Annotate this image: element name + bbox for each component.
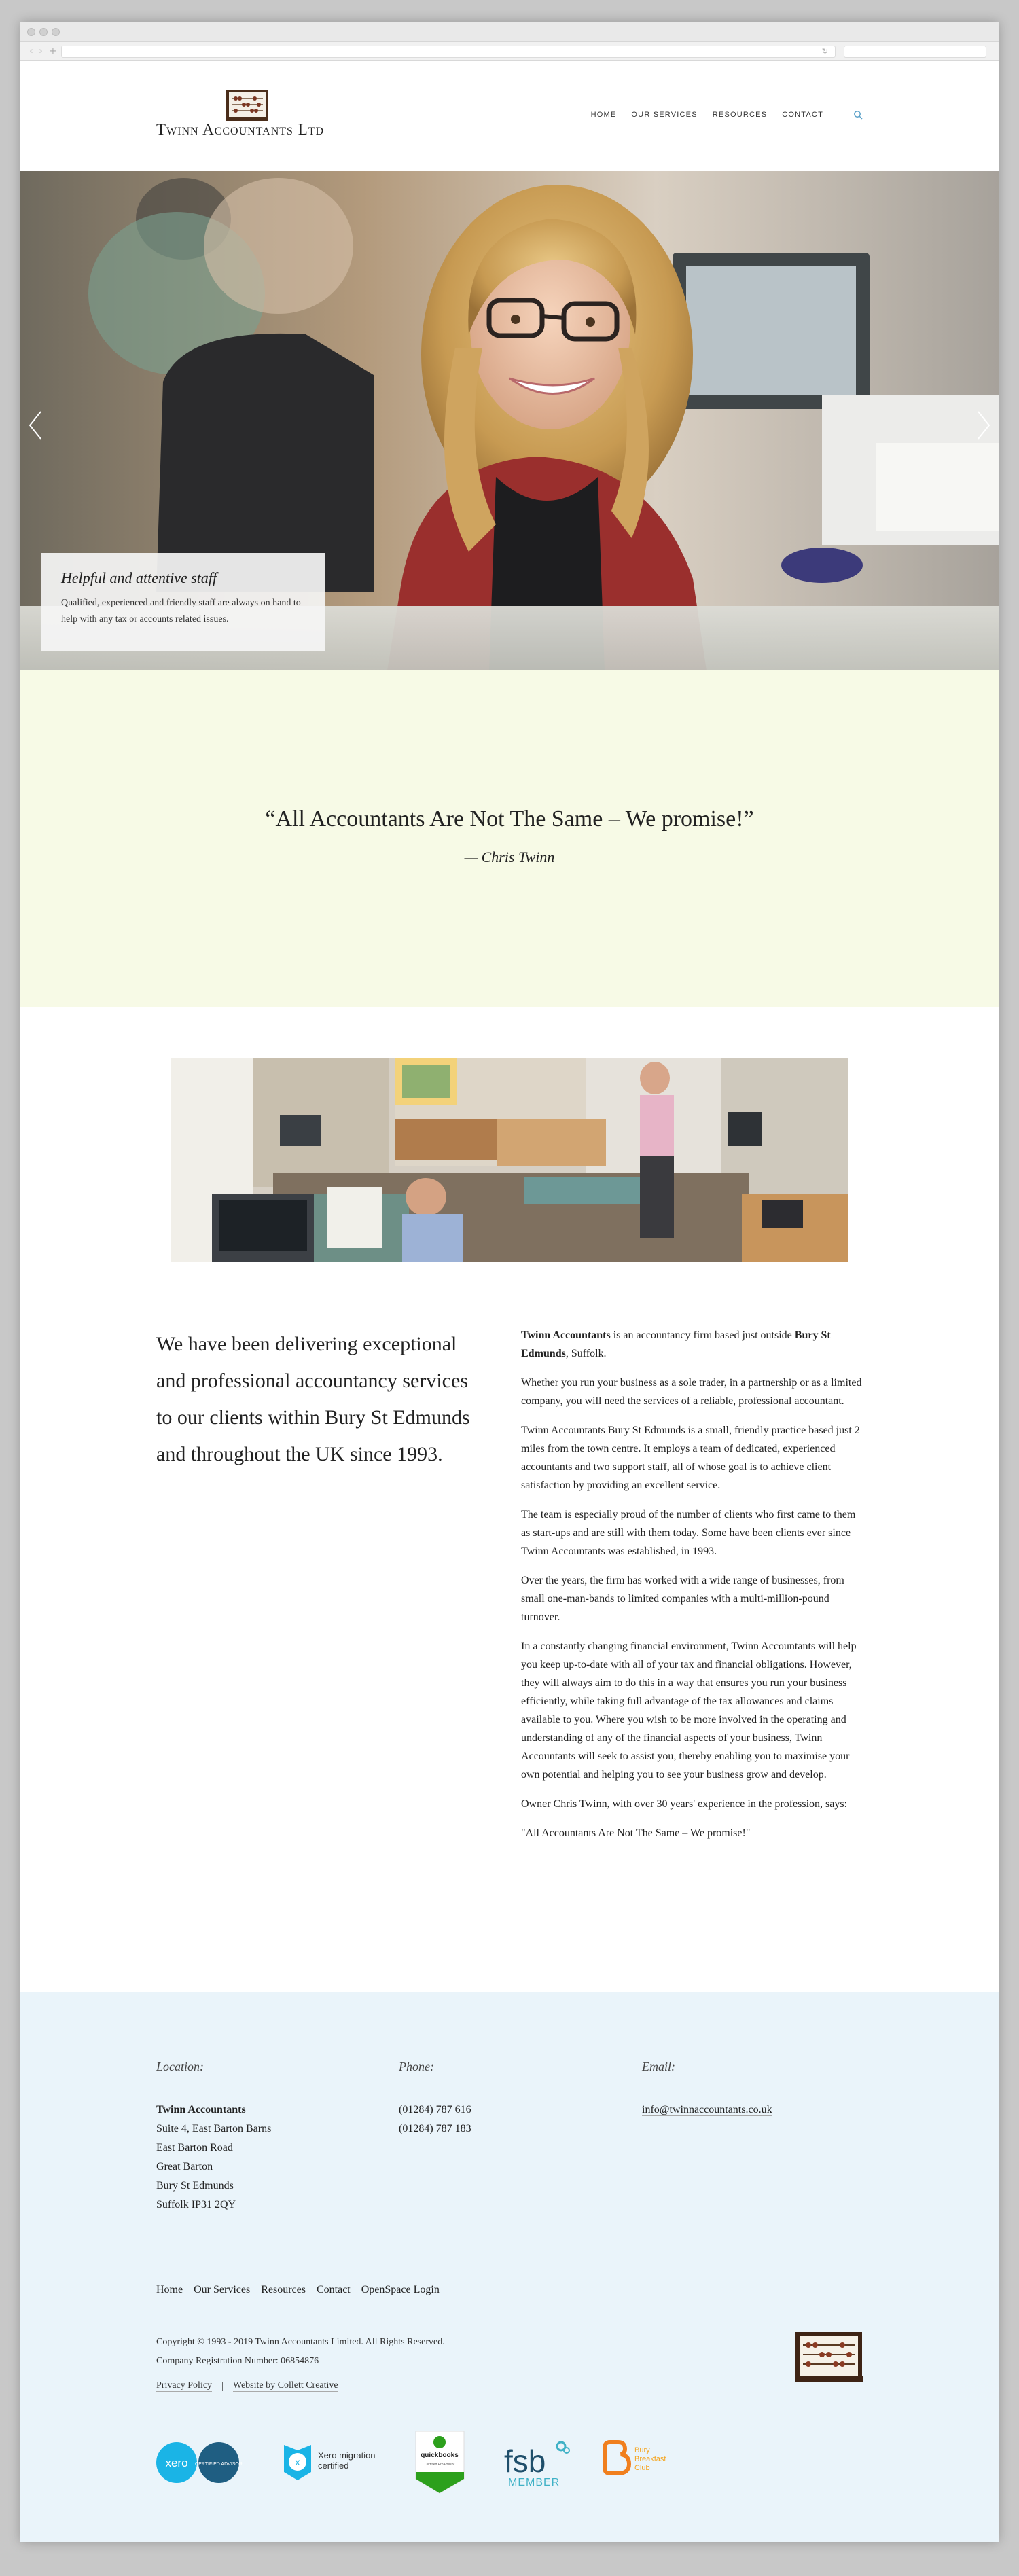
legal-links xyxy=(156,2380,338,2392)
main-nav xyxy=(591,110,863,120)
registration-text: Company Registration Number: 06854876 xyxy=(156,2356,319,2366)
abacus-logo-icon xyxy=(226,90,268,121)
browser-toolbar xyxy=(20,42,999,61)
xero-advisor-text: CERTIFIED ADVISOR xyxy=(195,2462,243,2467)
quickbooks-sub-text: Certified ProAdvisor xyxy=(424,2463,455,2467)
address-line: Suite 4, East Barton Barns xyxy=(156,2123,272,2134)
nav-our-services[interactable]: OUR SERVICES xyxy=(631,111,698,119)
address-line: East Barton Road xyxy=(156,2142,233,2153)
browser-titlebar xyxy=(20,22,999,42)
window-minimize-dot[interactable] xyxy=(39,28,48,36)
hero-caption-title: Helpful and attentive staff xyxy=(61,569,217,586)
intro-paragraph-6: In a constantly changing financial environment, Twinn Accountants will help you keep up-to-date with all of your tax and financial obligations. However, they will always aim to do this in a way that ensures you run your business efficiently, while taking full advantage of the tax allowances and claims available to you. Where you wish to be more involved in the operating and understanding of any of the financial aspects of your business, Twinn Accountants will seek to assist you, thereby enabling you to maximise your own potential and helping you to see your business grow and develop. xyxy=(521,1641,857,1781)
hero-caption-text: Qualified, experienced and friendly staff are always on hand to help with any tax or accounts related issues. xyxy=(61,598,301,624)
back-icon[interactable]: ‹ xyxy=(29,46,33,56)
copyright-block xyxy=(156,2333,445,2371)
website-credit-link[interactable]: Website by Collett Creative xyxy=(232,2380,338,2391)
phone-number[interactable]: (01284) 787 616 xyxy=(399,2104,471,2115)
office-photo xyxy=(171,1058,848,1262)
address-bar[interactable] xyxy=(61,46,836,58)
hero-slider xyxy=(20,171,999,670)
quickbooks-badge[interactable] xyxy=(414,2430,465,2494)
forward-icon[interactable]: › xyxy=(39,46,43,56)
intro-paragraph-5: Over the years, the firm has worked with a wide range of businesses, from small one-man-bands to limited companies with a multi-million-pound turnover. xyxy=(521,1575,844,1623)
quote-section xyxy=(20,670,999,1007)
search-icon[interactable] xyxy=(853,110,863,120)
hero-caption xyxy=(41,553,325,651)
phone-number[interactable]: (01284) 787 183 xyxy=(399,2123,471,2134)
footer-nav-home[interactable]: Home xyxy=(156,2284,183,2295)
intro-paragraph-7: Owner Chris Twinn, with over 30 years' experience in the profession, says: xyxy=(521,1798,848,1810)
company-name: Twinn Accountants xyxy=(156,2104,246,2115)
copyright-text: Copyright © 1993 - 2019 Twinn Accountants Limited. All Rights Reserved. xyxy=(156,2337,445,2347)
fsb-text: fsb xyxy=(504,2444,546,2479)
footer-nav-our-services[interactable]: Our Services xyxy=(194,2284,251,2295)
slider-prev-icon[interactable] xyxy=(27,409,43,442)
fsb-member-badge[interactable] xyxy=(503,2430,571,2494)
xero-advisor-badge[interactable] xyxy=(156,2430,245,2494)
reload-icon[interactable]: ↻ xyxy=(821,47,828,56)
intro-location: Bury St Edmunds xyxy=(521,1329,831,1359)
intro-firm-name: Twinn Accountants xyxy=(521,1329,611,1341)
quickbooks-text: quickbooks xyxy=(421,2452,459,2459)
nav-home[interactable]: HOME xyxy=(590,111,617,119)
quote-text: “All Accountants Are Not The Same – We promise!” xyxy=(265,806,754,831)
footer-nav-resources[interactable]: Resources xyxy=(261,2284,306,2295)
xero-x-glyph: x xyxy=(295,2456,300,2467)
email-link[interactable]: info@twinnaccountants.co.uk xyxy=(642,2104,772,2115)
intro-body xyxy=(521,1326,863,1853)
intro-paragraph-2: Whether you run your business as a sole trader, in a partnership or as a limited company, you will need the services of a reliable, professional accountant. xyxy=(521,1377,862,1407)
fsb-member-text: MEMBER xyxy=(508,2477,560,2488)
address-line: Great Barton xyxy=(156,2161,213,2172)
footer-nav-openspace-login[interactable]: OpenSpace Login xyxy=(361,2284,440,2295)
browser-window xyxy=(20,22,999,2542)
footer-abacus-icon xyxy=(795,2331,863,2383)
slider-next-icon[interactable] xyxy=(976,409,992,442)
footer-nav xyxy=(156,2284,440,2296)
window-close-dot[interactable] xyxy=(27,28,35,36)
phone-block xyxy=(399,2100,471,2139)
browser-search-field[interactable] xyxy=(844,46,986,58)
window-zoom-dot[interactable] xyxy=(52,28,60,36)
location-label: Location: xyxy=(156,2060,204,2073)
nav-contact[interactable]: CONTACT xyxy=(782,111,823,119)
email-block xyxy=(642,2100,772,2119)
privacy-policy-link[interactable]: Privacy Policy xyxy=(156,2380,213,2391)
partner-badges xyxy=(156,2430,863,2494)
intro-paragraph-1 xyxy=(521,1326,863,1363)
intro-paragraph-8: "All Accountants Are Not The Same – We promise!" xyxy=(521,1827,751,1839)
address-line: Bury St Edmunds xyxy=(156,2180,234,2192)
office-image xyxy=(171,1058,848,1262)
intro-paragraph-4: The team is especially proud of the number of clients who first came to them as start-ups and are still with them today. Some have been clients ever since Twinn Accountants was established, in 1993. xyxy=(521,1509,856,1557)
quote-author: — Chris Twinn xyxy=(464,848,555,865)
nav-resources[interactable]: RESOURCES xyxy=(712,111,768,119)
address-line: Suffolk IP31 2QY xyxy=(156,2199,236,2211)
bury-breakfast-club-badge[interactable] xyxy=(598,2430,693,2494)
legal-separator: | xyxy=(221,2380,224,2391)
xero-migration-text: Xero migration certified xyxy=(318,2450,376,2471)
site-header xyxy=(20,61,999,171)
xero-migration-badge[interactable] xyxy=(279,2430,397,2494)
bbc-text: Bury Breakfast Club xyxy=(634,2446,666,2472)
site-logo[interactable] xyxy=(156,90,353,144)
phone-label: Phone: xyxy=(399,2060,434,2073)
new-tab-icon[interactable]: + xyxy=(49,46,57,56)
site-footer xyxy=(20,1992,999,2542)
intro-p1-end: , Suffolk. xyxy=(565,1348,607,1359)
email-label: Email: xyxy=(642,2060,675,2073)
logo-text: Twinn Accountants Ltd xyxy=(156,121,325,138)
address-block xyxy=(156,2100,271,2215)
footer-nav-contact[interactable]: Contact xyxy=(316,2284,351,2295)
intro-p1-mid: is an accountancy firm based just outside xyxy=(610,1329,795,1341)
intro-lead: We have been delivering exceptional and professional accountancy services to our clients within Bury St Edmunds and throughout the UK since 1993. xyxy=(156,1333,470,1465)
xero-badge-text: xero xyxy=(165,2456,188,2469)
intro-paragraph-3: Twinn Accountants Bury St Edmunds is a small, friendly practice based just 2 miles from the town centre. It employs a team of dedicated, experienced accountants and two support staff, all of whose goal is to achieve client satisfaction by providing an excellent service. xyxy=(521,1425,860,1491)
